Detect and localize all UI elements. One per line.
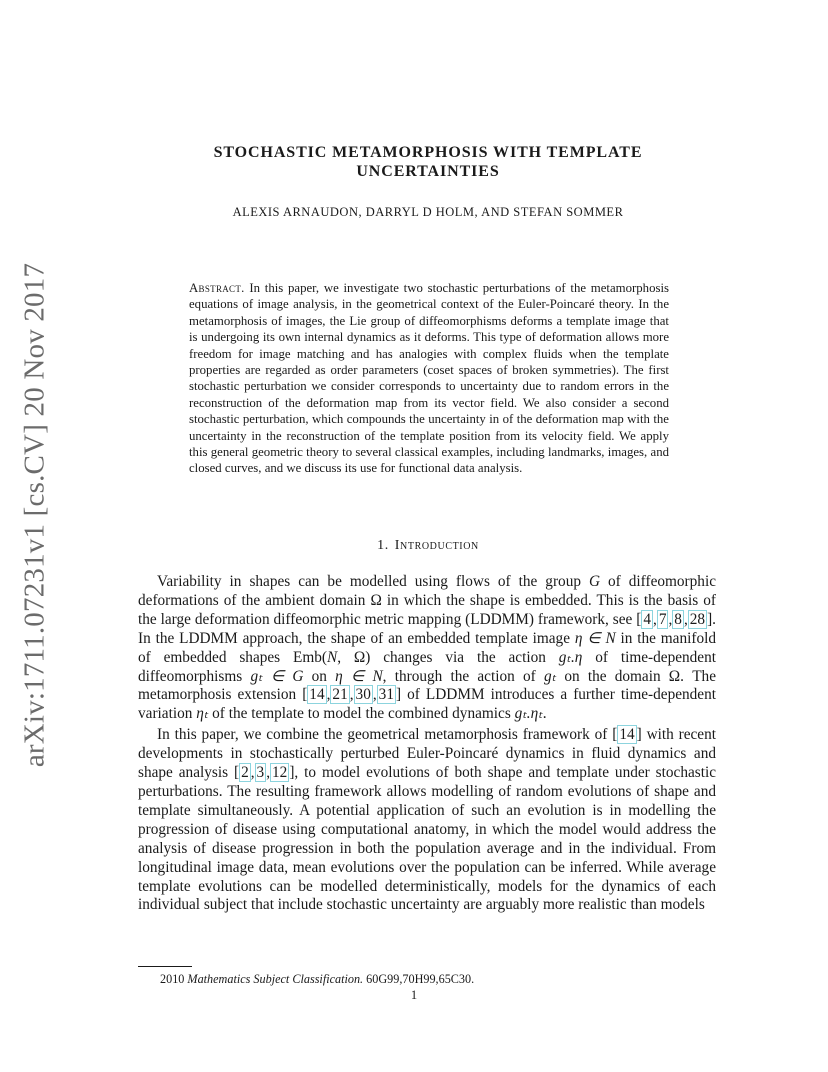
math-inline: gₜ: [543, 667, 557, 685]
text-run: In this paper, we combine the geometrical metamorphosis framework of [: [157, 726, 618, 744]
text-run: , through the action of: [382, 667, 544, 685]
section-title: Introduction: [394, 538, 479, 553]
section-number: 1.: [377, 538, 389, 553]
math-inline: gₜ ∈ G: [250, 667, 304, 685]
body-text: [138, 573, 716, 915]
citation-link[interactable]: 30: [355, 686, 371, 704]
math-inline: η ∈ N: [574, 629, 616, 647]
paragraph: In this paper, we combine the geometrical metamorphosis framework of [ 14 ] with recent developments in stochastically perturbed Euler-Poincaré dynamics in fluid dynamics and shape analysis [ 2 , 3 , 12 ], to model evolutions of both shape and template under stochastic perturbations. The resulting framework allows modelling of random evolutions of shape and template simultaneously. A potential application of such an evolution is in modelling the progression of disease using computational anatomy, in which the model would address the analysis of disease progression in both the population average and in the individual. From longitudinal image data, mean evolutions over the population can be inferred. While average template evolutions can be modelled deterministically, models for the dynamics of each individual subject that include stochastic uncertainty are arguably more realistic than models: [138, 726, 717, 914]
text-run: ], to model evolutions of both shape and template under stochastic perturbations. The resulting framework allows modelling of random evolutions of shape and template simultaneously. A potential application of such an evolution is in modelling the progression of disease using computational anatomy, in which the model would address the analysis of disease progression in both the population average and in the individual. From longitudinal image data, mean evolutions over the population can be inferred. While average template evolutions can be modelled deterministically, models for the dynamics of each individual subject that include stochastic uncertainty are arguably more realistic than models: [138, 764, 717, 914]
footnote-year: 2010: [160, 972, 185, 986]
abstract: [189, 280, 669, 477]
text-run: of diffeomorphic deformations of the ambient domain Ω in which the shape is embedded. This is the basis of the large deformation diffeomorphic metric mapping (LDDMM) framework, see [: [138, 573, 716, 628]
text-run: in the manifold of embedded shapes Emb(: [138, 629, 717, 666]
section-heading: [160, 538, 696, 554]
abstract-label: Abstract.: [189, 281, 245, 295]
citation-link[interactable]: 12: [272, 764, 288, 782]
text-run: .: [542, 705, 547, 723]
math-inline: N: [327, 648, 338, 666]
arxiv-identifier: [14, 262, 56, 768]
citation-link[interactable]: 8: [674, 610, 682, 628]
paper-title: STOCHASTIC METAMORPHOSIS WITH TEMPLATE UNCERTAINTIES: [213, 144, 643, 180]
footnote-label: Mathematics Subject Classification.: [187, 972, 364, 986]
author-list: ALEXIS ARNAUDON, DARRYL D HOLM, AND STEFAN SOMMER: [232, 205, 624, 219]
text-run: ] of LDDMM introduces a further time-dependent variation: [138, 686, 716, 723]
math-inline: gₜ.η: [558, 648, 583, 666]
math-inline: G: [588, 573, 601, 590]
text-run: on: [303, 667, 336, 685]
abstract-text: In this paper, we investigate two stochastic perturbations of the metamorphosis equations of image analysis, in the geometrical context of the Euler-Poincaré theory. In the metamorphosis of images, the Lie group of diffeomorphisms deforms a template image that is undergoing its own internal dynamics as it deforms. This type of deformation allows more freedom for image matching and has analogies with complex fluids when the template properties are regarded as order parameters (coset spaces of broken symmetries). The first stochastic perturbation we consider corresponds to uncertainty due to random errors in the reconstruction of the deformation map from its vector field. We also consider a second stochastic perturbation, which compounds the uncertainty in of the deformation map with the uncertainty in the reconstruction of the template position from its velocity field. We apply this general geometric theory to several classical examples, including landmarks, images, and closed curves, and we discuss its use for functional data analysis.: [189, 281, 669, 476]
text-run: ]. In the LDDMM approach, the shape of an embedded template image: [138, 610, 716, 647]
arxiv-identifier-text: arXiv:1711.07231v1 [cs.CV] 20 Nov 2017: [18, 262, 51, 768]
citation-link[interactable]: 4: [643, 610, 651, 628]
text-run: , Ω) changes via the action: [337, 648, 559, 666]
math-inline: η ∈ N: [335, 667, 383, 685]
text-run: of time-dependent diffeomorphisms: [138, 648, 716, 685]
footnote-codes: 60G99,70H99,65C30.: [366, 972, 475, 986]
citation-link[interactable]: 3: [256, 764, 265, 782]
footnote-divider: [138, 966, 192, 967]
paragraph: Variability in shapes can be modelled using flows of the group G of diffeomorphic deformations of the ambient domain Ω in which the shape is embedded. This is the basis of the large deformation diffeomorphic metric mapping (LDDMM) framework, see [ 4 , 7 , 8 , 28 ]. In the LDDMM approach, the shape of an embedded template image η ∈ N in the manifold of embedded shapes Emb(N, Ω) changes via the action gₜ.η of time-dependent diffeomorphisms gₜ ∈ G on η ∈ N, through the action of gₜ on the domain Ω. The metamorphosis extension [ 14 , 21 , 30 , 31 ] of LDDMM introduces a further time-dependent variation ηₜ of the template to model the combined dynamics gₜ.ηₜ.: [138, 573, 717, 723]
footnote: [160, 972, 474, 987]
page-number: 1: [410, 988, 418, 1002]
citation-link[interactable]: 28: [689, 610, 706, 628]
text-run: on the domain Ω. The metamorphosis extension [: [138, 667, 716, 704]
citation-link[interactable]: 21: [332, 686, 348, 704]
citation-link[interactable]: 2: [241, 764, 249, 782]
math-inline: gₜ.ηₜ: [514, 705, 543, 723]
math-inline: ηₜ: [196, 705, 209, 723]
citation-link[interactable]: 7: [658, 610, 667, 628]
text-run: of the template to model the combined dynamics: [208, 705, 515, 723]
citation-link[interactable]: 31: [378, 686, 394, 704]
citation-link[interactable]: 14: [309, 686, 325, 704]
text-run: Variability in shapes can be modelled using flows of the group: [157, 573, 589, 590]
text-run: ] with recent developments in stochastically perturbed Euler-Poincaré dynamics in fluid dynamics and shape analysis [: [138, 726, 716, 782]
citation-link[interactable]: 14: [619, 726, 635, 744]
